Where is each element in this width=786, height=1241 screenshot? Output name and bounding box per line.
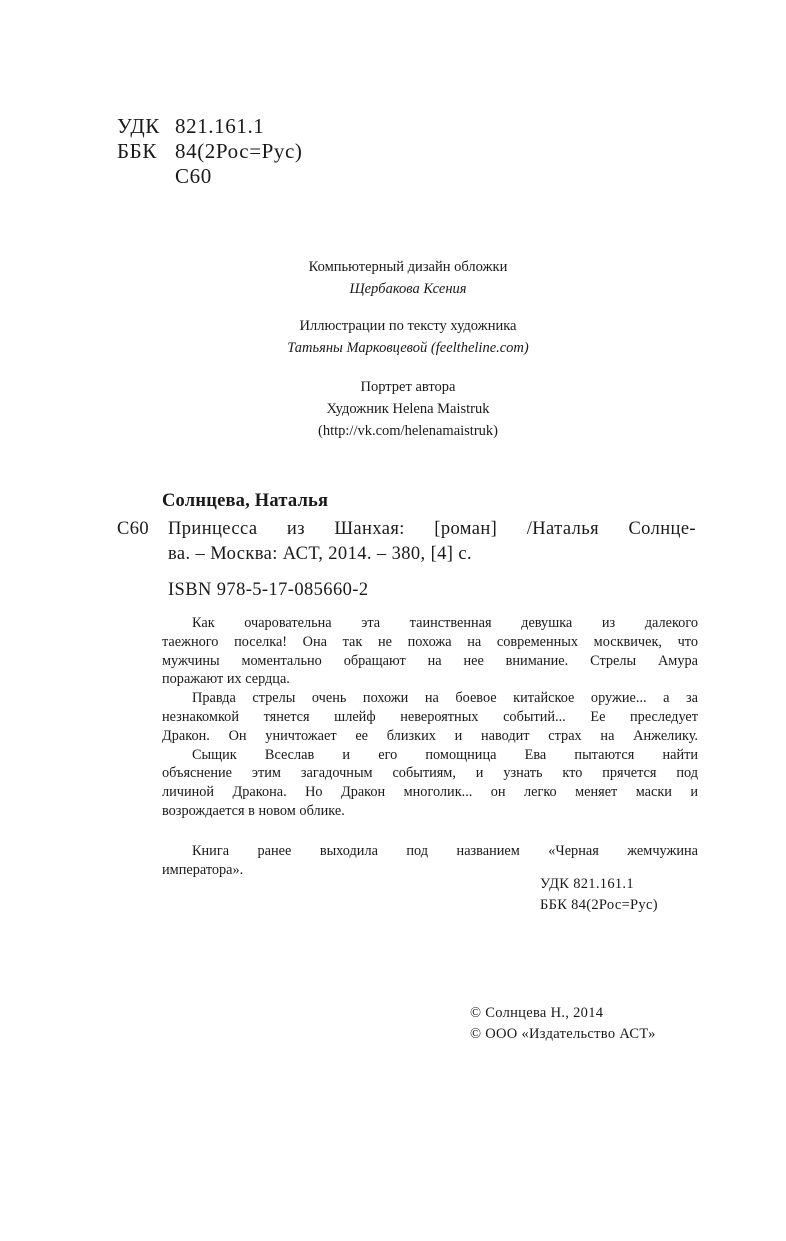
footer-udk: УДК 821.161.1 bbox=[540, 876, 634, 892]
annotation-line: возрождается в новом облике. bbox=[162, 802, 345, 819]
annotation bbox=[162, 614, 698, 821]
bbk-value: 84(2Рос=Рус) bbox=[175, 139, 303, 163]
annotation-line: Сыщик Всеслав и его помощница Ева пытаются найти bbox=[192, 746, 698, 763]
entry-title-line1: Принцесса из Шанхая: [роман] /Наталья Солнце- bbox=[168, 519, 696, 539]
copyright-author: © Солнцева Н., 2014 bbox=[470, 1005, 604, 1021]
annotation-line: личиной Дракона. Но Дракон многолик... он легко меняет маски и bbox=[162, 784, 698, 801]
udk-value: 821.161.1 bbox=[175, 114, 265, 138]
portrait-link: (http://vk.com/helenamaistruk) bbox=[318, 423, 498, 439]
annotation-line: объяснение этим загадочным событиям, и узнать кто прячется под bbox=[162, 765, 698, 782]
entry-title-line2: ва. – Москва: АСТ, 2014. – 380, [4] с. bbox=[168, 544, 473, 564]
author-mark: С60 bbox=[175, 164, 212, 188]
footer-bbk: ББК 84(2Рос=Рус) bbox=[540, 897, 658, 913]
portrait-artist: Художник Helena Maistruk bbox=[326, 401, 490, 417]
previous-title-line: императора». bbox=[162, 861, 244, 878]
annotation-line: Как очаровательна эта таинственная девушка из далекого bbox=[192, 615, 698, 631]
bbk-label: ББК bbox=[117, 139, 157, 163]
copyright-publisher: © ООО «Издательство АСТ» bbox=[470, 1026, 656, 1042]
illustrations-role: Иллюстрации по тексту художника bbox=[299, 318, 517, 334]
illustrations-name: Татьяны Марковцевой (feeltheline.com) bbox=[287, 340, 529, 356]
cover-design-name: Щербакова Ксения bbox=[349, 281, 467, 297]
previous-title-line: Книга ранее выходила под названием «Черная жемчужина bbox=[192, 843, 698, 859]
entry-author: Солнцева, Наталья bbox=[162, 491, 329, 511]
previous-title-note bbox=[162, 842, 698, 880]
entry-isbn: ISBN 978-5-17-085660-2 bbox=[168, 580, 369, 600]
udk-label: УДК bbox=[117, 114, 160, 138]
annotation-line: Правда стрелы очень похожи на боевое китайское оружие... а за bbox=[192, 690, 698, 707]
annotation-line: мужчины моментально обращают на нее внимание. Стрелы Амура bbox=[162, 652, 698, 669]
entry-author-mark: С60 bbox=[117, 519, 150, 539]
annotation-line: таежного поселка! Она так не похожа на современных москвичек, что bbox=[162, 633, 698, 650]
annotation-line: поражают их сердца. bbox=[162, 671, 290, 688]
annotation-line: Дракон. Он уничтожает ее близких и наводит страх на Анжелику. bbox=[162, 727, 698, 744]
annotation-line: незнакомкой тянется шлейф невероятных событий... Ее преследует bbox=[162, 708, 698, 725]
cover-design-role: Компьютерный дизайн обложки bbox=[308, 259, 508, 275]
portrait-role: Портрет автора bbox=[360, 379, 456, 395]
